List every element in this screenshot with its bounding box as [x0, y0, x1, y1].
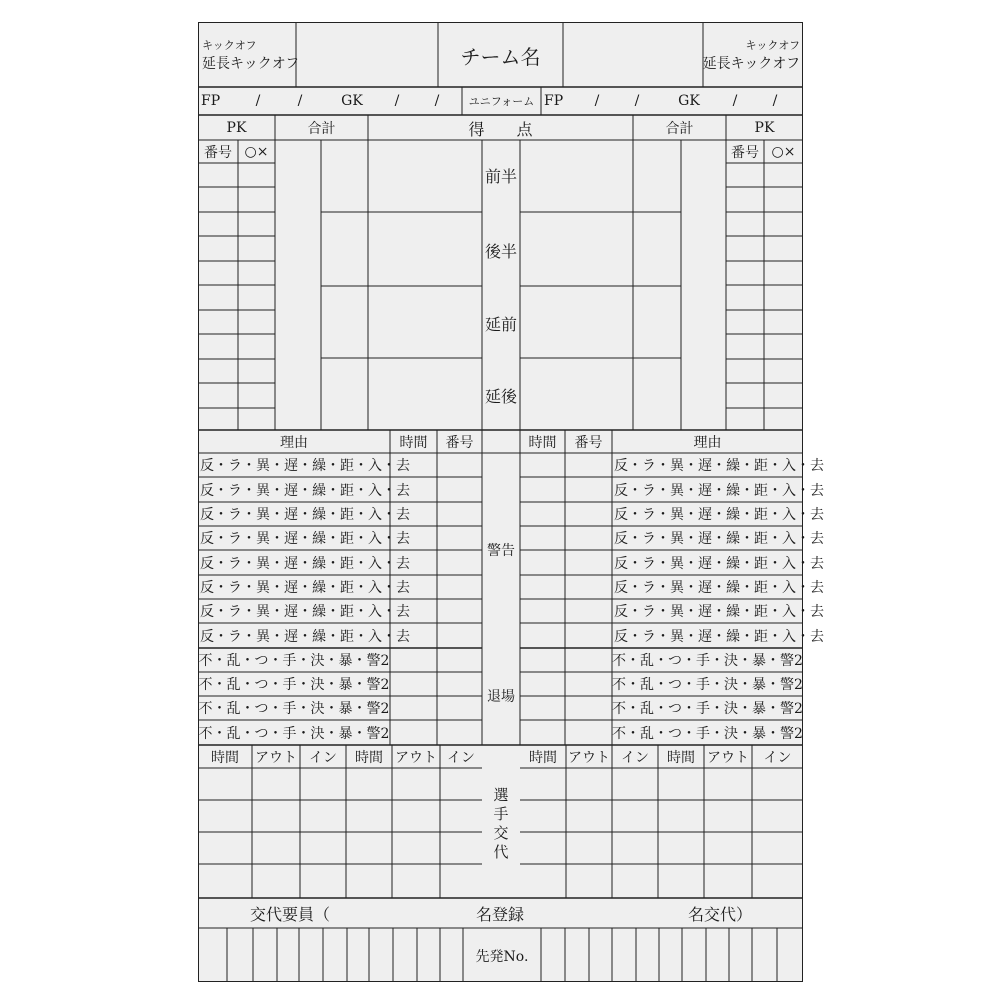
caution-reason-options-right: 反・ラ・異・遅・繰・距・入・去	[614, 628, 824, 645]
sub-out-header-right: アウト	[707, 750, 749, 766]
sendoff-reason-options-left: 不・乱・つ・手・決・暴・警2	[198, 725, 390, 742]
starting-number-cell[interactable]	[227, 928, 253, 982]
starting-number-cell[interactable]	[706, 928, 729, 982]
number-header-right: 番号	[574, 435, 603, 451]
starting-number-cell[interactable]	[347, 928, 369, 982]
pk-number-header-right: 番号	[731, 145, 759, 161]
starting-number-cell[interactable]	[299, 928, 323, 982]
reason-header-left: 理由	[280, 435, 308, 451]
total-label-left: 合計	[307, 121, 336, 137]
starting-number-cell[interactable]	[323, 928, 347, 982]
team-name-field-right[interactable]	[563, 22, 703, 87]
kickoff-label-right: キックオフ	[745, 39, 800, 52]
slash: /	[434, 93, 440, 109]
kickoff-time-field-left[interactable]	[200, 22, 300, 87]
starting-number-cell[interactable]	[777, 928, 803, 982]
caution-reason-options-left: 反・ラ・異・遅・繰・距・入・去	[200, 482, 410, 499]
slash: /	[394, 93, 400, 109]
slash: /	[297, 93, 303, 109]
sendoff-reason-options-left: 不・乱・つ・手・決・暴・警2	[198, 653, 390, 669]
sub-out-header-right: アウト	[568, 750, 610, 766]
sub-time-header-left: 時間	[211, 750, 239, 766]
starting-number-label: 先発No.	[475, 948, 529, 965]
starting-number-cell[interactable]	[369, 928, 393, 982]
pk-label-left: PK	[226, 120, 247, 136]
caution-reason-options-right: 反・ラ・異・遅・繰・距・入・去	[614, 482, 824, 499]
match-record-form	[198, 22, 824, 982]
starting-number-cell[interactable]	[682, 928, 706, 982]
caution-reason-options-left: 反・ラ・異・遅・繰・距・入・去	[200, 580, 410, 596]
caution-label: 警告	[487, 543, 515, 559]
extended-kickoff-label-left: 延長キックオフ	[202, 56, 300, 72]
starting-number-cell[interactable]	[541, 928, 565, 982]
sub-time-header-left: 時間	[355, 750, 383, 766]
caution-reason-options-left: 反・ラ・異・遅・繰・距・入・去	[200, 555, 410, 572]
extended-kickoff-label-right: 延長キックオフ	[702, 56, 800, 72]
substitution-label: 選手交代	[491, 787, 510, 863]
sub-out-header-left: アウト	[395, 750, 437, 766]
caution-reason-options-left: 反・ラ・異・遅・繰・距・入・去	[200, 628, 410, 645]
starting-number-cell[interactable]	[752, 928, 777, 982]
registered-count-label: 名登録	[475, 905, 524, 924]
slash: /	[255, 93, 261, 109]
sub-in-header-left: イン	[309, 750, 337, 766]
time-header-left: 時間	[399, 435, 428, 451]
pk-ox-header-left: ○×	[244, 144, 269, 160]
caution-reason-options-right: 反・ラ・異・遅・繰・距・入・去	[614, 458, 824, 474]
slash: /	[772, 93, 778, 109]
caution-reason-options-right: 反・ラ・異・遅・繰・距・入・去	[614, 580, 824, 596]
sendoff-reason-options-left: 不・乱・つ・手・決・暴・警2	[198, 701, 390, 717]
period-label: 延後	[484, 386, 517, 406]
kickoff-time-field-right[interactable]	[703, 22, 803, 87]
substitutes-label: 交代要員（	[250, 905, 331, 924]
pk-number-header-left: 番号	[204, 145, 232, 161]
sub-in-header-left: イン	[447, 750, 475, 766]
starting-number-cell[interactable]	[417, 928, 440, 982]
starting-number-cell[interactable]	[729, 928, 752, 982]
starting-number-cell[interactable]	[659, 928, 682, 982]
starting-number-cell[interactable]	[277, 928, 299, 982]
sub-time-header-right: 時間	[667, 750, 695, 766]
gk-label-left: GK	[341, 93, 363, 109]
fp-label-right: FP	[544, 93, 564, 109]
slash: /	[634, 93, 640, 109]
period-label: 後半	[484, 241, 517, 261]
uniform-label: ユニフォーム	[468, 95, 535, 108]
starting-number-cell[interactable]	[636, 928, 659, 982]
sendoff-reason-options-right: 不・乱・つ・手・決・暴・警2	[612, 725, 803, 742]
number-header-left: 番号	[445, 435, 474, 451]
total-label-right: 合計	[665, 121, 694, 137]
caution-reason-options-left: 反・ラ・異・遅・繰・距・入・去	[200, 458, 410, 474]
sendoff-reason-options-right: 不・乱・つ・手・決・暴・警2	[612, 701, 803, 717]
starting-number-cell[interactable]	[612, 928, 636, 982]
sub-in-header-right: イン	[763, 750, 792, 766]
team-name-field-left[interactable]	[296, 22, 438, 87]
team-name-label: チーム名	[460, 44, 541, 69]
caution-reason-options-left: 反・ラ・異・遅・繰・距・入・去	[200, 531, 410, 547]
points-label: 得 点	[468, 119, 533, 139]
starting-number-cell[interactable]	[565, 928, 589, 982]
sub-out-header-left: アウト	[255, 750, 297, 766]
pk-label-right: PK	[754, 120, 775, 136]
caution-reason-options-right: 反・ラ・異・遅・繰・距・入・去	[614, 555, 824, 572]
reason-header-right: 理由	[693, 435, 722, 451]
starting-number-cell[interactable]	[198, 928, 227, 982]
starting-number-cell[interactable]	[253, 928, 277, 982]
period-label: 延前	[484, 314, 517, 334]
slash: /	[732, 93, 738, 109]
slash: /	[594, 93, 600, 109]
substituted-count-label: 名交代）	[688, 905, 753, 924]
caution-reason-options-right: 反・ラ・異・遅・繰・距・入・去	[614, 531, 824, 547]
kickoff-label-left: キックオフ	[202, 39, 257, 52]
sub-in-header-right: イン	[621, 750, 649, 766]
period-label: 前半	[484, 166, 517, 186]
starting-number-cell[interactable]	[589, 928, 612, 982]
sendoff-label: 退場	[487, 689, 515, 705]
caution-reason-options-right: 反・ラ・異・遅・繰・距・入・去	[614, 604, 824, 620]
pk-ox-header-right: ○×	[771, 144, 796, 160]
time-header-right: 時間	[528, 435, 557, 451]
starting-number-cell[interactable]	[393, 928, 417, 982]
caution-reason-options-right: 反・ラ・異・遅・繰・距・入・去	[614, 507, 824, 523]
sendoff-reason-options-right: 不・乱・つ・手・決・暴・警2	[612, 653, 803, 669]
gk-label-right: GK	[678, 93, 700, 109]
sendoff-reason-options-right: 不・乱・つ・手・決・暴・警2	[612, 677, 803, 693]
sendoff-reason-options-left: 不・乱・つ・手・決・暴・警2	[198, 677, 390, 693]
caution-reason-options-left: 反・ラ・異・遅・繰・距・入・去	[200, 604, 410, 620]
sub-time-header-right: 時間	[529, 750, 557, 766]
fp-label-left: FP	[201, 93, 221, 109]
starting-number-cell[interactable]	[440, 928, 463, 982]
caution-reason-options-left: 反・ラ・異・遅・繰・距・入・去	[200, 507, 410, 523]
